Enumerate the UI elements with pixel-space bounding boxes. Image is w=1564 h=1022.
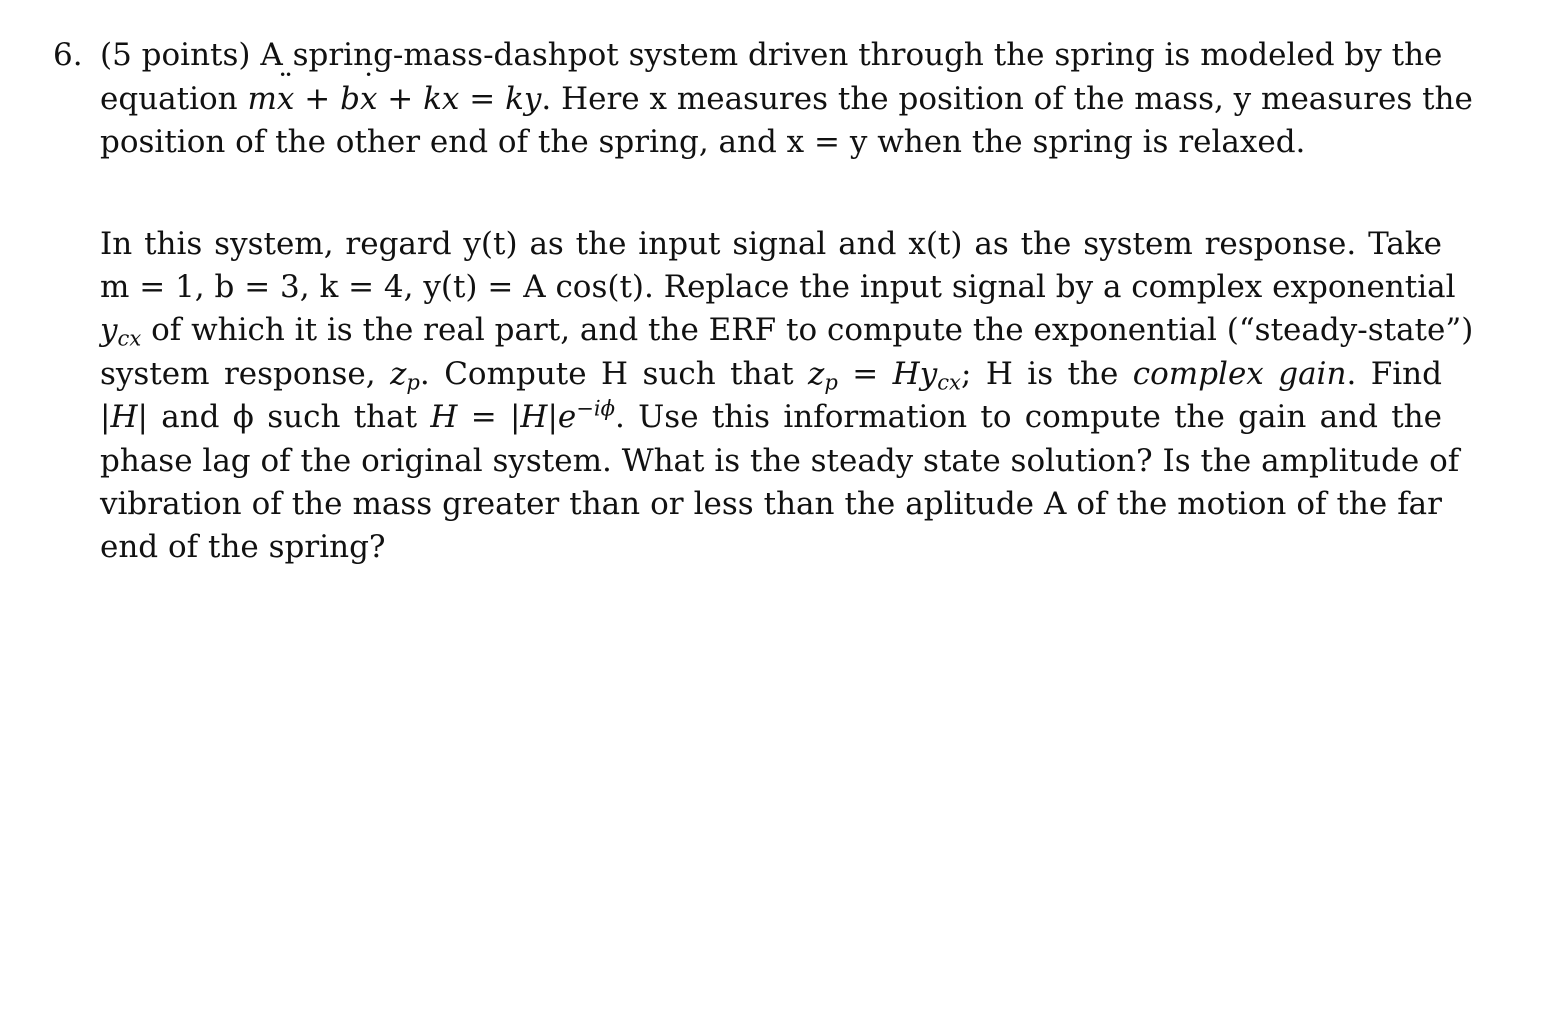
problem-number: 6.: [53, 37, 83, 73]
zp-equation: $z_p = Hy_{cx}$: [807, 356, 961, 395]
paragraph2-line5: [100, 395, 1442, 439]
paragraph2-line4: [100, 352, 1442, 396]
complex-gain-lead: ; H is the: [960, 356, 1133, 392]
find-label: . Find: [1346, 356, 1442, 392]
paragraph1-line1: (5 points) A spring-mass-dashpot system driven through the spring is modeled by the: [100, 37, 1443, 73]
paragraph2-line6: phase lag of the original system. What is the steady state solution? Is the amplitude of: [100, 443, 1460, 479]
line2-rest: . Here x measures the position of the mass, y measures the: [541, 81, 1473, 117]
line3-rest: of which it is the real part, and the ERF to compute the exponential (“steady-state”): [141, 312, 1474, 348]
system-response-label: system response,: [100, 356, 391, 392]
zp-symbol: $z_p$: [390, 356, 420, 395]
paragraph2-line2: m = 1, b = 3, k = 4, y(t) = A cos(t). Replace the input signal by a complex exponential: [100, 269, 1456, 305]
complex-gain-term: complex gain: [1132, 356, 1347, 392]
paragraph2-line3: [100, 308, 1474, 352]
line5-rest: . Use this information to compute the gain and the: [615, 399, 1442, 435]
and-phi-label: and ϕ such that: [147, 399, 431, 435]
ode-equation: mx ¨ + bx ˙ + kx = ky: [248, 81, 542, 117]
paragraph2-line7: vibration of the mass greater than or less than the aplitude A of the motion of the far: [100, 486, 1442, 522]
paragraph2-line1: In this system, regard y(t) as the input signal and x(t) as the system response. Take: [100, 226, 1442, 262]
ycx-symbol: $y_{cx}$: [100, 312, 142, 351]
paragraph1-line2: [100, 77, 1473, 121]
abs-h-symbol: |H|: [100, 399, 148, 435]
paragraph2-line8: end of the spring?: [100, 529, 386, 565]
paragraph1-line3: position of the other end of the spring, and x = y when the spring is relaxed.: [100, 124, 1306, 160]
polar-form-equation: $H = |H|e^{-i\phi}$: [430, 395, 616, 435]
equation-label: equation: [100, 81, 248, 117]
compute-h-label: . Compute H such that: [419, 356, 808, 392]
